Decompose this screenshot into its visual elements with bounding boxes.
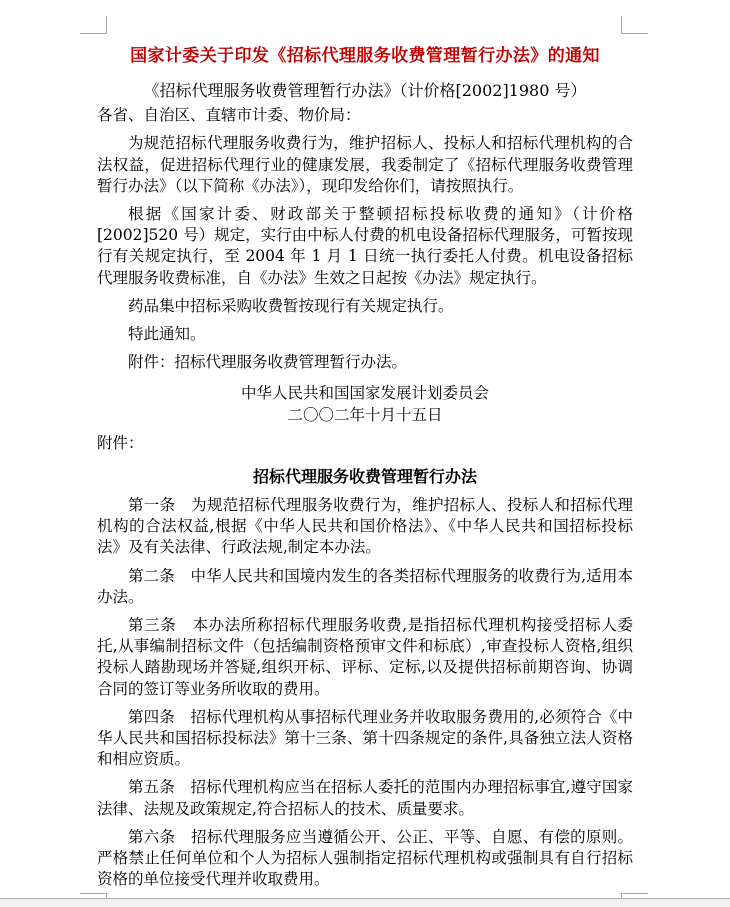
article-paragraph: 第三条 本办法所称招标代理服务收费,是指招标代理机构接受招标人委托,从事编制招标文件（包括编制资格预审文件和标底）,审查投标人资格,组织投标人踏勘现场并答疑,组织开标、评标、定标,以及提供招标前期咨询、协调合同的签订等业务所收取的费用。 (97, 616, 633, 698)
attachment-title: 招标代理服务收费管理暂行办法 (252, 467, 477, 487)
notice-paragraph: 为规范招标代理服务收费行为，维护招标人、投标人和招标代理机构的合法权益，促进招标代理行业的健康发展，我委制定了《招标代理服务收费管理暂行办法》（以下简称《办法》），现印发给你们，请按照执行。 (97, 134, 633, 195)
issue-date-line: 二〇〇二年十月十五日 (287, 405, 443, 424)
notice-paragraph: 药品集中招标采购收费暂按现行有关规定执行。 (128, 296, 454, 315)
notice-attachment-note: 附件：招标代理服务收费管理暂行办法。 (128, 353, 408, 372)
issuer-line: 中华人民共和国国家发展计划委员会 (240, 384, 489, 403)
article-paragraph: 第一条 为规范招标代理服务收费行为，维护招标人、投标人和招标代理机构的合法权益,根据《中华人民共和国价格法》、《中华人民共和国招标投标法》及有关法律、行政法规,制定本办法。 (97, 496, 633, 557)
article-paragraph: 第五条 招标代理机构应当在招标人委托的范围内办理招标事宜,遵守国家法律、法规及政策规定,符合招标人的技术、质量要求。 (97, 778, 633, 818)
notice-title: 国家计委关于印发《招标代理服务收费管理暂行办法》的通知 (130, 46, 600, 66)
document-content (97, 0, 633, 898)
notice-paragraph: 特此通知。 (128, 325, 206, 344)
article-paragraph: 第六条 招标代理服务应当遵循公开、公正、平等、自愿、有偿的原则。严格禁止任何单位和个人为招标人强制指定招标代理机构或强制具有自行招标资格的单位接受代理并收取费用。 (97, 827, 633, 889)
attachment-heading: 附件： (97, 433, 144, 452)
notice-paragraph: 根据《国家计委、财政部关于整顿招标投标收费的通知》（计价格[2002]520 号）规定，实行由中标人付费的机电设备招标代理服务，可暂按现行有关规定执行，至 2004 年 1 月 1 日统一执行委托人付费。机电设备招标代理服务收费标准，自《办法》生效之日起按《办法》规定执行。 (97, 205, 633, 287)
notice-subtitle: 《招标代理服务收费管理暂行办法》（计价格[2002]1980 号） (143, 81, 587, 100)
article-paragraph: 第二条 中华人民共和国境内发生的各类招标代理服务的收费行为,适用本办法。 (97, 566, 633, 606)
page-bottom-edge (0, 898, 730, 907)
notice-salutation: 各省、自治区、直辖市计委、物价局： (97, 106, 361, 125)
article-paragraph: 第四条 招标代理机构从事招标代理业务并收取服务费用的,必须符合《中华人民共和国招标投标法》第十三条、第十四条规定的条件,具备独立法人资格和相应资质。 (97, 707, 633, 769)
